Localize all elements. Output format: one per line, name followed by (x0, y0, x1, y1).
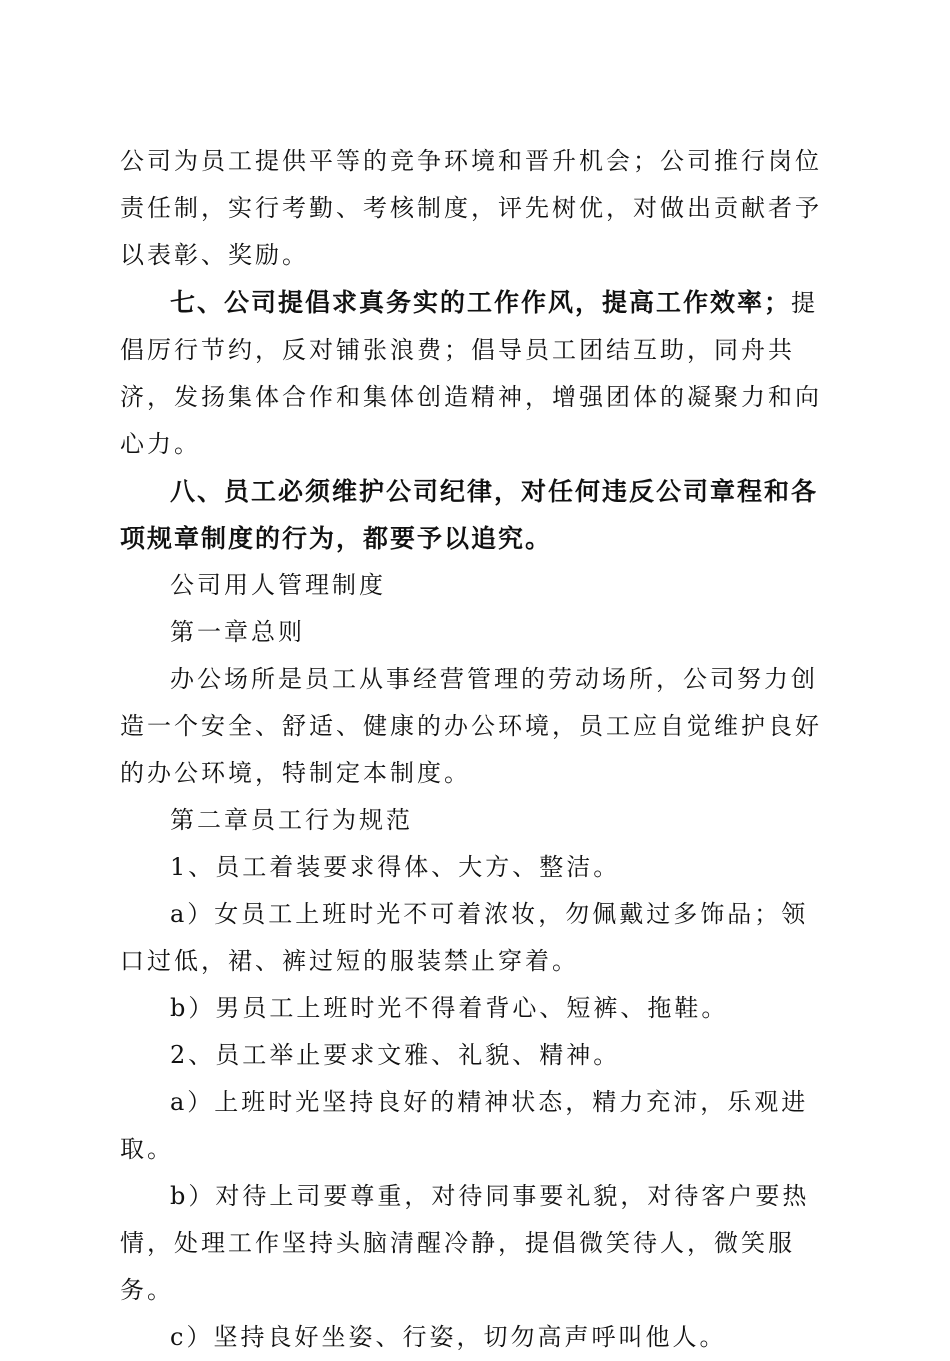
chapter-one-title: 第一章总则 (170, 618, 305, 646)
paragraph-promotion: 公司为员工提供平等的竞争环境和晋升机会；公司推行岗位责任制，实行考勤、考核制度，评先树优，对做出贡献者予以表彰、奖励。 (120, 147, 822, 269)
paragraph-seven (120, 279, 830, 468)
section-title: 公司用人管理制度 (170, 571, 386, 599)
paragraph-seven-body: 提倡厉行节约，反对铺张浪费；倡导员工团结互助，同舟共济，发扬集体合作和集体创造精神，增强团体的凝聚力和向心力。 (120, 289, 822, 458)
rule-1-dress: 1、员工着装要求得体、大方、整洁。 (170, 853, 621, 881)
paragraph-eight: 八、员工必须维护公司纪律，对任何违反公司章程和各项规章制度的行为，都要予以追究。 (120, 477, 819, 553)
chapter-two-title: 第二章员工行为规范 (170, 806, 413, 834)
rule-2b-courtesy: b）对待上司要尊重，对待同事要礼貌，对待客户要热情，处理工作坚持头脑清醒冷静，提倡微笑待人，微笑服务。 (120, 1182, 810, 1304)
paragraph-seven-lead: 七、公司提倡求真务实的工作作风，提高工作效率； (170, 288, 792, 317)
rule-1b-male: b）男员工上班时光不得着背心、短裤、拖鞋。 (170, 994, 729, 1022)
document-page (120, 138, 830, 1361)
rule-2c-posture: c）坚持良好坐姿、行姿，切勿高声呼叫他人。 (170, 1323, 727, 1351)
rule-2a-spirit: a）上班时光坚持良好的精神状态，精力充沛，乐观进取。 (120, 1088, 809, 1163)
rule-2-manner: 2、员工举止要求文雅、礼貌、精神。 (170, 1041, 621, 1069)
rule-1a-female: a）女员工上班时光不可着浓妆，勿佩戴过多饰品；领口过低，裙、裤过短的服装禁止穿着。 (120, 900, 809, 975)
paragraph-office-environment: 办公场所是员工从事经营管理的劳动场所，公司努力创造一个安全、舒适、健康的办公环境，员工应自觉维护良好的办公环境，特制定本制度。 (120, 665, 822, 787)
